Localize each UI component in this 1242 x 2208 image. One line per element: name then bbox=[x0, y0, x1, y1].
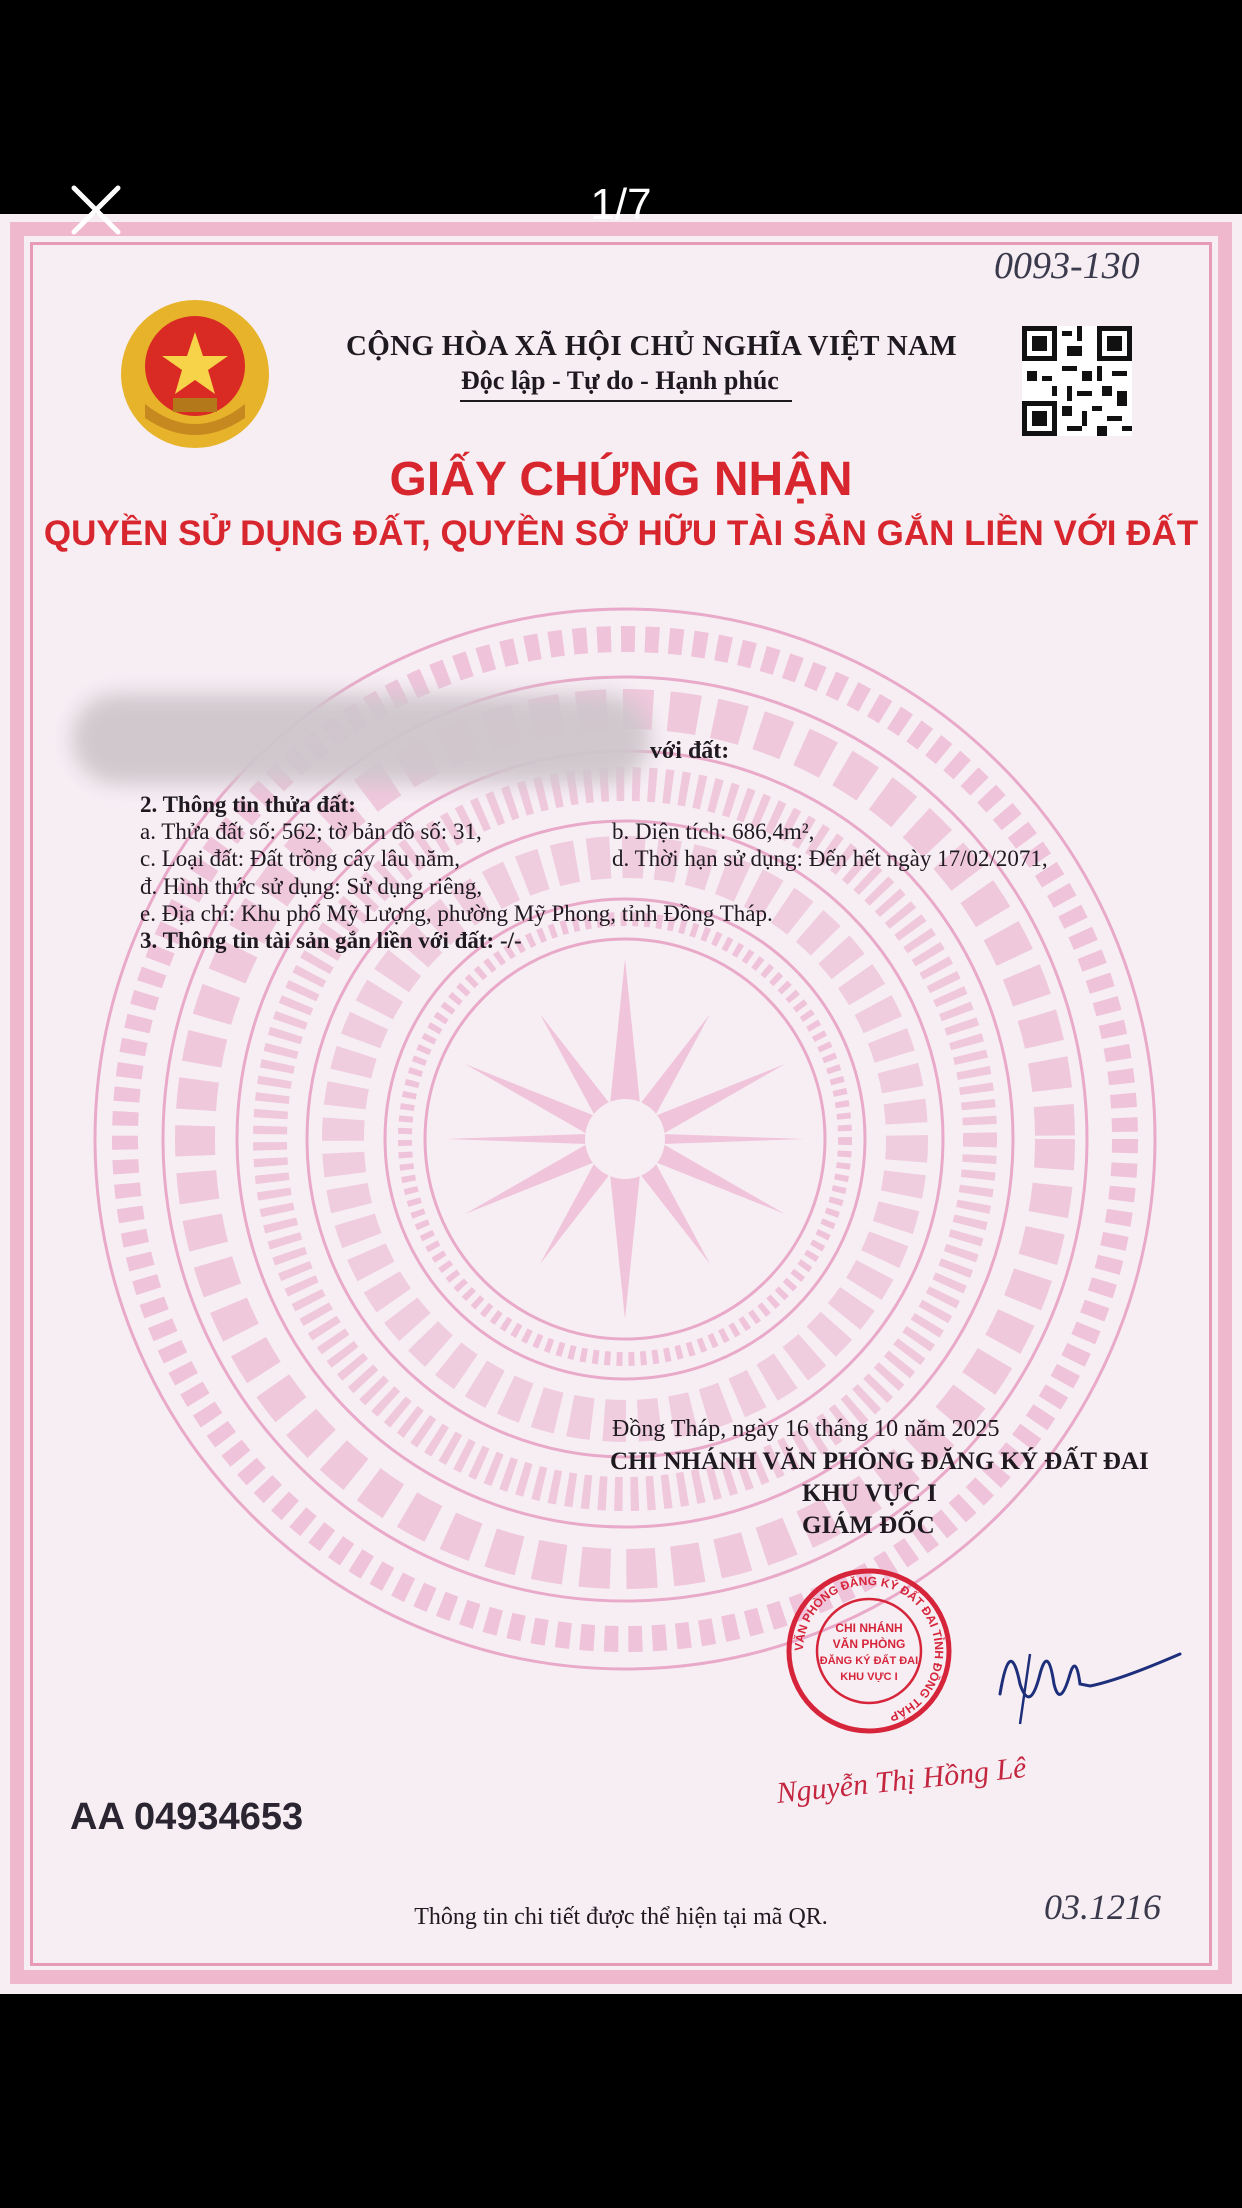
parcel-area: b. Diện tích: 686,4m², bbox=[612, 819, 815, 844]
parcel-address: e. Địa chỉ: Khu phố Mỹ Lượng, phường Mỹ Phong, tỉnh Đồng Tháp. bbox=[140, 901, 773, 926]
issuer-area: KHU VỰC I bbox=[802, 1480, 937, 1507]
signature bbox=[990, 1614, 1190, 1734]
certificate-title: GIẤY CHỨNG NHẬN bbox=[389, 453, 853, 506]
parcel-number: a. Thửa đất số: 562; tờ bản đồ số: 31, bbox=[140, 819, 482, 844]
certificate-subtitle: QUYỀN SỬ DỤNG ĐẤT, QUYỀN SỞ HỮU TÀI SẢN GẮN LIỀN VỚI ĐẤT bbox=[43, 514, 1199, 553]
stamp-line2: VĂN PHÒNG bbox=[832, 1637, 906, 1651]
document-photo[interactable] bbox=[0, 214, 1242, 1994]
certificate-serial: AA 04934653 bbox=[70, 1796, 304, 1838]
signer-name: Nguyễn Thị Hồng Lê bbox=[774, 1750, 1028, 1811]
section3-heading: 3. Thông tin tài sản gắn liền với đất: -/- bbox=[140, 928, 522, 953]
section2-heading: 2. Thông tin thửa đất: bbox=[140, 792, 356, 817]
qr-footnote: Thông tin chi tiết được thể hiện tại mã QR. bbox=[414, 1904, 828, 1930]
section1-heading-tail: với đất: bbox=[650, 738, 730, 764]
usage-form: đ. Hình thức sử dụng: Sử dụng riêng, bbox=[140, 874, 483, 899]
header-motto: Độc lập - Tự do - Hạnh phúc bbox=[461, 366, 779, 395]
national-emblem-icon bbox=[115, 294, 275, 454]
handwritten-annotation-top: 0093-130 bbox=[994, 245, 1140, 287]
land-type: c. Loại đất: Đất trồng cây lâu năm, bbox=[140, 846, 460, 871]
stamp-line4: KHU VỰC I bbox=[840, 1671, 898, 1683]
stamp-ring-text: VĂN PHÒNG ĐĂNG KÝ ĐẤT ĐAI TỈNH ĐỒNG THÁP bbox=[791, 1573, 947, 1725]
motto-underline bbox=[460, 400, 792, 402]
issuer-office: CHI NHÁNH VĂN PHÒNG ĐĂNG KÝ ĐẤT ĐAI bbox=[610, 1448, 1149, 1475]
handwritten-annotation-bottom: 03.1216 bbox=[1044, 1887, 1161, 1927]
issuer-title: GIÁM ĐỐC bbox=[802, 1512, 935, 1539]
header-nation: CỘNG HÒA XÃ HỘI CHỦ NGHĨA VIỆT NAM bbox=[346, 330, 957, 362]
issue-date: Đồng Tháp, ngày 16 tháng 10 năm 2025 bbox=[612, 1416, 1000, 1442]
stamp-line1: CHI NHÁNH bbox=[835, 1621, 903, 1635]
close-icon[interactable] bbox=[68, 182, 124, 238]
redacted-owner-info bbox=[72, 694, 650, 784]
qr-code bbox=[1022, 326, 1132, 436]
image-counter: 1/7 bbox=[590, 180, 652, 229]
stamp-line3: ĐĂNG KÝ ĐẤT ĐAI bbox=[819, 1655, 919, 1667]
official-stamp bbox=[784, 1566, 954, 1736]
usage-term: d. Thời hạn sử dụng: Đến hết ngày 17/02/2071, bbox=[612, 846, 1048, 871]
